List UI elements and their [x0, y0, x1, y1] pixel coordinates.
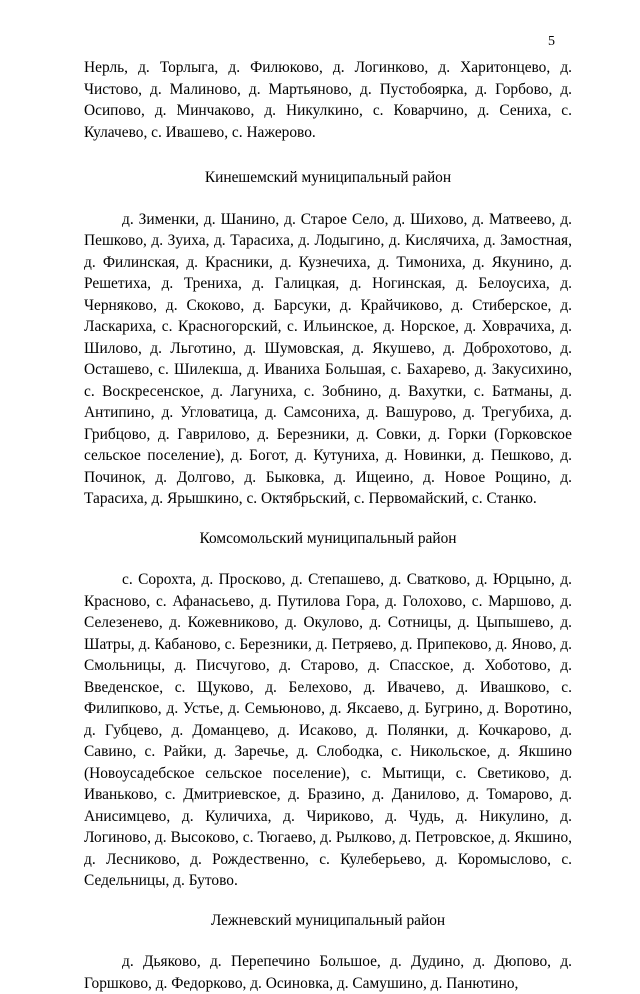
paragraph-lezhnevo-settlements: д. Дьяково, д. Перепечино Большое, д. Дудино, д. Дюпово, д. Горшково, д. Федорково, д. Осиновка, д. Самушино, д. Панютино,	[84, 953, 572, 992]
document-body	[84, 57, 572, 994]
heading-lezhnevo-district: Лежневский муниципальный район	[210, 911, 446, 929]
paragraph-kineshma-settlements: д. Зименки, д. Шанино, д. Старое Село, д. Шихово, д. Матвеево, д. Пешково, д. Зуиха, д. Тарасиха, д. Лодыгино, д. Кислячиха, д. Замостная, д. Филинская, д. Красники, д. Кузнечиха, д. Тимониха, д. Якунино, д. Решетиха, д. Трениха, д. Галицкая, д. Ногинская, д. Белоусиха, д. Черняково, д. Скоково, д. Барсуки, д. Крайчиково, д. Стиберское, д. Ласкариха, с. Красногорский, с. Ильинское, д. Норское, д. Ховрачиха, д. Шилово, д. Льготино, д. Шумовская, д. Якушево, д. Доброхотово, д. Осташево, с. Шилекша, д. Иваниха Большая, с. Бахарево, д. Закусихино, с. Воскресенское, д. Лагуниха, с. Зобнино, д. Вахутки, с. Батманы, д. Антипино, д. Угловатица, д. Самсониха, д. Вашурово, д. Трегубиха, д. Грибцово, д. Гаврилово, д. Березники, д. Совки, д. Горки (Горковское сельское поселение), д. Богот, д. Кутуниха, д. Новинки, д. Пешково, д. Починок, д. Долгово, д. Быковка, д. Ищеино, д. Новое Рощино, д. Тарасиха, д. Ярышкино, с. Октябрьский, с. Первомайский, с. Станко.	[84, 210, 572, 507]
paragraph-continuation: Нерль, д. Торлыга, д. Филюково, д. Логинково, д. Харитонцево, д. Чистово, д. Малиново, д. Мартьяново, д. Пустобоярка, д. Горбово, д. Осипово, д. Минчаково, д. Никулкино, с. Коварчино, д. Сениха, с. Кулачево, с. Ивашево, с. Нажерово.	[84, 59, 572, 141]
heading-kineshma-district: Кинешемский муниципальный район	[204, 169, 452, 186]
heading-komsomolsk-district: Комсомольский муниципальный район	[199, 529, 457, 547]
page-number: 5	[548, 34, 555, 49]
paragraph-komsomolsk-settlements: с. Сорохта, д. Просково, д. Степашево, д. Сватково, д. Юрцыно, д. Красново, с. Афанасьево, д. Путилова Гора, д. Голохово, с. Маршово, д. Селезенево, д. Кожевниково, д. Окулово, д. Сотницы, д. Цыпышево, д. Шатры, д. Кабаново, с. Березники, д. Петряево, д. Припеково, д. Яново, д. Смольницы, д. Писчугово, д. Старово, д. Спасское, д. Хоботово, д. Введенское, с. Щуково, д. Белехово, д. Ивачево, д. Ивашково, с. Филипково, д. Устье, д. Семьюново, д. Яксаево, д. Бугрино, д. Воротино, д. Губцево, д. Доманцево, д. Исаково, д. Полянки, д. Кочкарово, д. Савино, с. Райки, д. Заречье, д. Слободка, с. Никольское, д. Якшино (Новоусадебское сельское поселение), с. Мытищи, с. Светиково, д. Иваньково, с. Дмитриевское, д. Бразино, д. Данилово, д. Томарово, д. Анисимцево, д. Куличиха, д. Чириково, д. Чудь, д. Никулино, д. Логиново, д. Высоково, с. Тюгаево, д. Рылково, д. Петровское, д. Якшино, д. Лесниково, д. Рождественно, с. Кулеберьево, д. Коромыслово, с. Седельницы, д. Бутово.	[84, 571, 572, 889]
